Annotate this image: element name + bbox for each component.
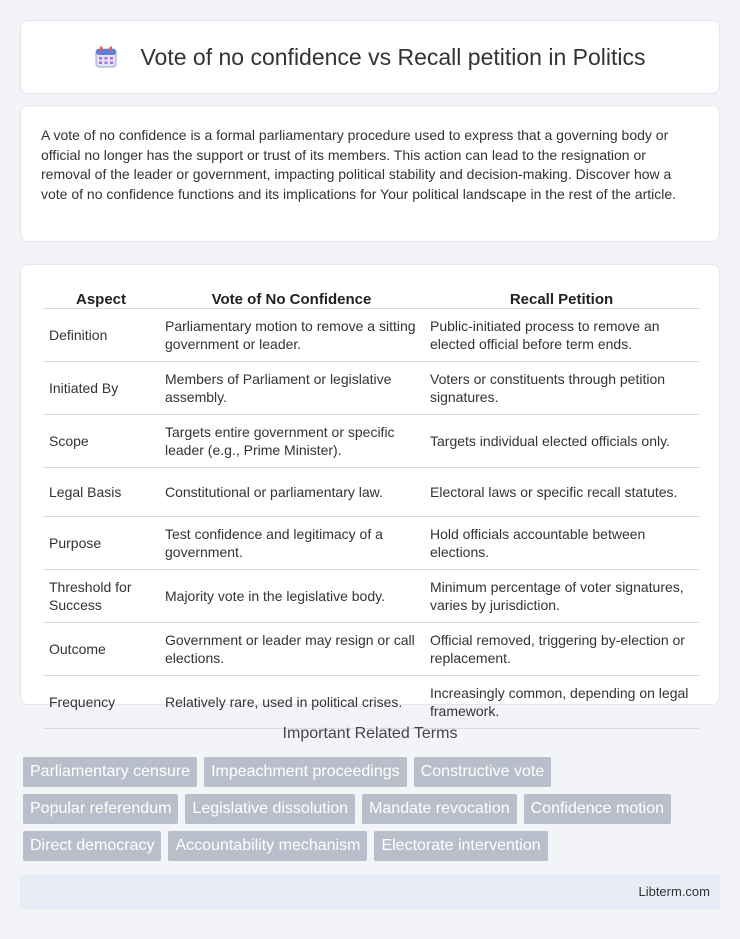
cell-aspect: Definition [43,309,159,362]
cell-vote-of-no-confidence: Targets entire government or specific leader (e.g., Prime Minister). [159,415,424,468]
calendar-icon [94,45,118,69]
table-row [43,676,699,729]
related-term-tag[interactable]: Electorate intervention [374,831,547,861]
cell-recall-petition: Public-initiated process to remove an elected official before term ends. [424,309,699,362]
table-row [43,415,699,468]
related-terms-list [23,757,723,868]
related-term-tag[interactable]: Impeachment proceedings [204,757,407,787]
cell-vote-of-no-confidence: Test confidence and legitimacy of a government. [159,517,424,570]
cell-recall-petition: Targets individual elected officials only. [424,415,699,468]
page-title: Vote of no confidence vs Recall petition in Politics [140,43,646,70]
table-row [43,570,699,623]
cell-aspect: Initiated By [43,362,159,415]
related-term-tag[interactable]: Direct democracy [23,831,161,861]
cell-aspect: Threshold for Success [43,570,159,623]
cell-aspect: Purpose [43,517,159,570]
cell-recall-petition: Hold officials accountable between elections. [424,517,699,570]
table-row [43,468,699,517]
footer-site-link[interactable]: Libterm.com [638,884,710,899]
table-header-row [43,287,699,309]
table-row [43,623,699,676]
related-term-tag[interactable]: Confidence motion [524,794,671,824]
comparison-table-card [20,264,720,719]
intro-card [20,105,720,242]
cell-recall-petition: Official removed, triggering by-election or replacement. [424,623,699,676]
header-vote-of-no-confidence: Vote of No Confidence [159,287,424,309]
related-terms-row [23,757,723,787]
table-row [43,517,699,570]
related-terms-row [23,794,723,824]
cell-aspect: Outcome [43,623,159,676]
table-row [43,309,699,362]
related-term-tag[interactable]: Parliamentary censure [23,757,197,787]
cell-recall-petition: Electoral laws or specific recall statutes. [424,468,699,517]
related-term-tag[interactable]: Legislative dissolution [185,794,355,824]
table-row [43,362,699,415]
header-recall-petition: Recall Petition [424,287,699,309]
related-term-tag[interactable]: Constructive vote [414,757,552,787]
cell-vote-of-no-confidence: Parliamentary motion to remove a sitting government or leader. [159,309,424,362]
cell-vote-of-no-confidence: Members of Parliament or legislative assembly. [159,362,424,415]
related-terms-row [23,831,723,861]
comparison-table [43,287,699,729]
cell-recall-petition: Minimum percentage of voter signatures, varies by jurisdiction. [424,570,699,623]
related-term-tag[interactable]: Accountability mechanism [168,831,367,861]
related-term-tag[interactable]: Popular referendum [23,794,178,824]
cell-aspect: Legal Basis [43,468,159,517]
header-aspect: Aspect [43,287,159,309]
cell-recall-petition: Increasingly common, depending on legal framework. [424,676,699,729]
cell-vote-of-no-confidence: Relatively rare, used in political crises. [159,676,424,729]
cell-vote-of-no-confidence: Government or leader may resign or call elections. [159,623,424,676]
cell-aspect: Scope [43,415,159,468]
cell-aspect: Frequency [43,676,159,729]
related-terms-title: Important Related Terms [282,725,458,742]
footer [20,875,720,909]
related-term-tag[interactable]: Mandate revocation [362,794,517,824]
cell-vote-of-no-confidence: Majority vote in the legislative body. [159,570,424,623]
cell-recall-petition: Voters or constituents through petition signatures. [424,362,699,415]
intro-paragraph: A vote of no confidence is a formal parliamentary procedure used to express that a governing body or official no longer has the support or trust of its members. This action can lead to the resignation or removal of the leader or government, impacting political stability and decision-making. Discover how a vote of no confidence functions and its implications for Your political landscape in the rest of the article. [41,127,677,202]
title-card [20,20,720,94]
cell-vote-of-no-confidence: Constitutional or parliamentary law. [159,468,424,517]
